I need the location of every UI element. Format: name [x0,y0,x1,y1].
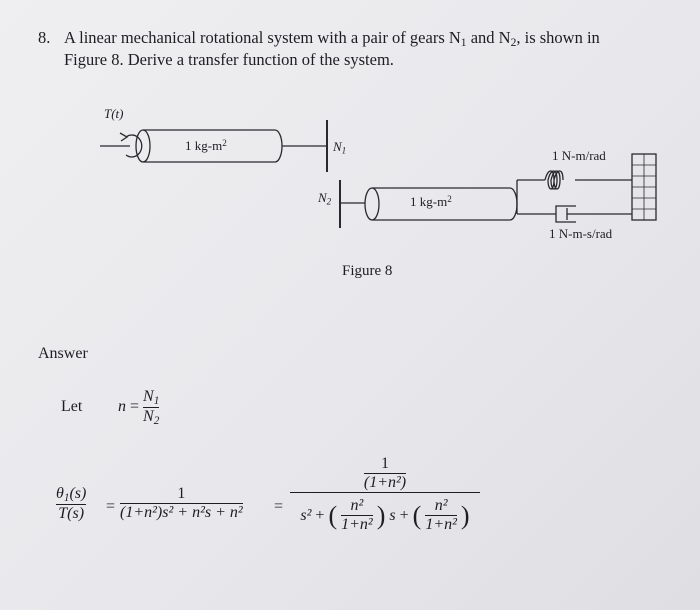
question-number: 8. [38,28,51,47]
tf-lhs: $\theta_1(s)$ T(s) [56,485,87,522]
n1-subscript: 1 [460,36,467,49]
spring-icon [545,171,563,189]
gear-2-label: $N_2$ [318,190,332,207]
let-label: Let [61,398,83,415]
n2-subscript: 2 [510,36,517,49]
torque-arrowhead-icon [120,133,127,141]
torque-label: T(t) [104,106,124,121]
transfer-function: $\theta_1(s)$ T(s) = 1 (1+n²)s² + n²s + n² = $\frac{1}{\text{(1+n²)}}$ s² + ( $\frac{\text{n²}}{\text{1+n²}}$ ) s + ( $\frac{\text{n²}}{\text{1+n²}}$ ) [56,455,496,565]
figure-caption: Figure 8 [342,263,393,279]
gear-1-label: $N_1$ [333,139,347,156]
answer-heading: Answer [38,345,88,362]
question-line1-part-b: and N [466,28,511,47]
question-line1-part-c: , is shown in [516,28,600,47]
question-text-line2: Figure 8. Derive a transfer function of the system. [64,50,394,69]
spring-constant-label: 1 N-m/rad [552,148,606,163]
inertia-2-label: 1 $kg-m^2$ [410,194,452,210]
inertia-1-label: 1 $kg-m^2$ [185,138,227,154]
n-definition: n = $\frac{N_1}{N_2}$ [118,388,160,427]
tf-rhs: $\frac{1}{\text{(1+n²)}}$ s² + ( $\frac{\text{n²}}{\text{1+n²}}$ ) s + ( $\frac{\text{n²}}{\text{1+n²}}$ ) [290,455,480,534]
damper-constant-label: 1 N-m-s/rad [549,226,613,241]
n-fraction: $\frac{N_1}{N_2}$ [143,388,160,427]
mechanical-system-diagram [0,0,700,250]
tf-middle: 1 (1+n²)s² + n²s + n² [120,485,243,521]
question-line1-part-a: A linear mechanical rotational system with a pair of gears N [64,28,461,47]
